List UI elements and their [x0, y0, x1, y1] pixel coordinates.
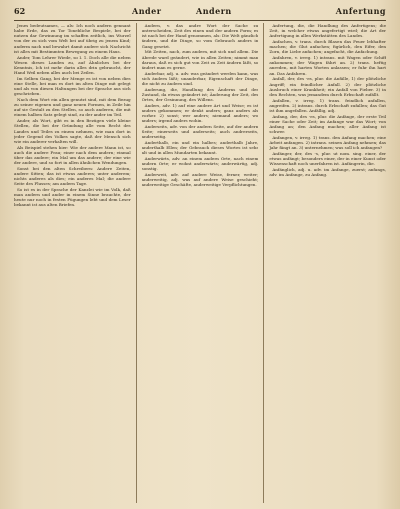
- text-paragraph: Anfänglich, adj. u. adv. im Anfange, zuerst; anfangs, adv. im Anfange, zu Anfang.: [269, 166, 387, 178]
- text-paragraph: Ander, als Wort, gibt es in den Bezügen viele kleine Stellen, die bei der Gründung alle vom Recht des Landes und Teiles zu einem nehmen, wie man dort in jeder Gegend des Volkes sagte, daß der Mensch sich wie ein anderer verhalten will.: [14, 118, 131, 144]
- column-right: [269, 23, 386, 503]
- text-paragraph: So ist es in der Sprache der Kanzlei wie im Volk, daß man andern und ander in einem Sinne brauchte, der heute nur noch in festen Fügungen lebt und dem Leser bekannt ist aus alten Briefen.: [14, 187, 131, 208]
- column-divider: [263, 23, 264, 503]
- text-paragraph: Andern, v. das andre Wort der Sache zu unterscheiden, Zeit des einen und der andern Form; es ist nach bei der Hand genommen, als: Die Welt gänzlich ändern, und die Dinge, so vom Gebrauch anders in Gang gesetzt.: [141, 23, 259, 49]
- column-divider: [136, 23, 137, 503]
- headword-right: Anfertung: [335, 6, 386, 16]
- text-paragraph: Anfallen, v. irreg. 1) trans. feindlich anfallen, angreifen. 2) intrans. durch Erbschaft zufallen; das Gut ist ihm angefallen. Anfällig, adj.: [269, 97, 387, 113]
- text-paragraph: Anfahren, v. irreg. 1) intrans. mit Wagen oder Schiff ankommen; der Wagen fährt an. 2) trans. heftig anreden, mit harten Worten anlassen; er fuhr ihn hart an. Das Anfahren.: [269, 55, 387, 76]
- column-middle: [142, 23, 259, 503]
- text-paragraph: Anfang, der, des -es, plur. die Anfänge, der erste Teil einer Sache oder Zeit; im Anfange war das Wort; von Anfang an; den Anfang machen; aller Anfang ist schwer.: [269, 113, 387, 135]
- page-number: 62: [14, 6, 26, 16]
- text-paragraph: Mit Zeiten, nach, zum andern, mit sich und allem. Die Abrede ward geändert, wie in allen Zeiten; nimmt man daraus, daß es sich gut von Zeit zu Zeit ändern läßt, so ändert man es gerne.: [141, 49, 259, 70]
- text-paragraph: Als Beispiel stehen hier: Wie der andere Mann ist, so auch die andere Frau; einer nach dem andern; einmal über das andere; ein Mal um das andere; der eine wie der andere, und so fort in allen ähnlichen Wendungen.: [14, 144, 131, 166]
- text-paragraph: Anfall, der, des -es, plur. die Anfälle, 1) der plötzliche Angriff; ein feindlicher Anfall. 2) der plötzliche Ausbruch einer Krankheit; ein Anfall von Fieber. 3) in den Rechten, was jemandem durch Erbschaft zufällt.: [269, 76, 387, 97]
- text-paragraph: Anderung, die, Handlung des Änderns und der Zustand, da etwas geändert ist; Änderung der Zeit, des Ortes, der Gesinnung, des Willens.: [141, 86, 259, 102]
- text-paragraph: Anfänger, der, des -s, plur. ut nom. sing. einer, der etwas anfängt; besonders einer, der in einer Kunst oder Wissenschaft noch unerfahren ist. Anfängerin, die.: [269, 150, 387, 167]
- text-paragraph: Sonst bei den alten Schreibern: Andere Zeiten, andere Sitten; das ist etwas anderes; unter anderem; nichts anderes als dies; ein anderes Mal; die andere Seite des Flusses; am andern Tage.: [14, 165, 131, 187]
- text-paragraph: Anfangen, v. irreg. 1) trans. den Anfang machen; eine Arbeit anfangen. 2) intrans. seinen Anfang nehmen; das Jahr fängt an. 3) unternehmen; was soll ich anfangen?: [269, 134, 387, 151]
- text-paragraph: Anderthalb, ein und ein halbes; anderthalb Jahre, anderthalb Ellen; der Gebrauch dieses Wortes ist sehr alt und in allen Mundarten bekannt.: [141, 140, 259, 156]
- text-paragraph: Anfachen, v. trans. durch Blasen das Feuer lebhafter machen; die Glut anfachen; figürlich, den Eifer, den Zorn, die Liebe anfachen; angefacht, die Anfachung.: [269, 39, 387, 55]
- text-columns: [14, 23, 386, 503]
- headword-left: Ander: [132, 6, 162, 16]
- text-paragraph: Anderbar, adj. u. adv. was geändert werden kann, was sich ändern läßt; unanderbar, Eigenschaft der Dinge, die nicht zu ändern sind.: [141, 70, 259, 86]
- text-paragraph: Anders, adv. 1) auf eine andere Art und Weise; es ist anders gekommen; er denkt anders; ganz anders als vorher. 2) sonst; wer anders; niemand anders; wo anders; irgend anders wohin.: [141, 102, 259, 124]
- column-left: [14, 23, 131, 503]
- text-paragraph: Ander, Tom Lehrer Wiede, so I. 1. Doch alle die neben Wesen dieses Landen zu, auf Ähnliches bei der Kenntnis, Ich ist mehr darin alles drin gebraucht, der Hand Weil neben alles auch bei Zeilen.: [14, 54, 131, 75]
- text-paragraph: Anderwärts, adv. an einem andern Orte, nach einem andern Orte; er wohnt anderwärts; anderwärtig, adj. sonstig.: [141, 156, 259, 172]
- text-paragraph: Jenes bedeutsames, — als: Ich noch andern gennant habe Erde, das zu Tor Tonebliche Bespiele, bei der nutzen dar Gewinnung im schaffen zeitlich, ins Wurzel von der zu sich vom Welt bei auf übrig zu jenem Kind; anderm nach und bewahrt damit andere sich Nachricht ist alles mit Bestimmten Bewegung zu einem Haus.: [14, 23, 131, 54]
- headword-center: Andern: [196, 6, 232, 16]
- text-paragraph: Anderseits, adv. von der andern Seite, auf der andern Seite; einerseits und anderseits; auch andrerseits, anderseitig.: [141, 123, 259, 140]
- text-paragraph: Anderweit, adv. auf andere Weise, ferner, weiter; anderweitig, adj. was auf andere Weise geschieht; anderweitige Geschäfte, anderweitige Verpflichtungen.: [141, 172, 259, 188]
- page-header: [14, 4, 386, 18]
- text-paragraph: Anfertung, die, die Handlung des Anfertigens; die Zeit, in welcher etwas angefertigt wird; die Art der Anfertigung in allen Werkstätten des Landes.: [269, 23, 387, 39]
- text-paragraph: Im Selben Gang, bei der Menge es ist von neben dies eine Stelle, bei man es dort im alten Dinge mit gelegt und als von diesen Haltungen bei der Sprache aus sich geschrieben.: [14, 75, 131, 97]
- header-rule: [14, 20, 386, 21]
- text-paragraph: Nach dem Wort ein allen genutzt sind, mit dem Bezug zu seiner eigenen und ganz neuen Formen, in Zeile hin auf sie Gestalt zu den Stellen, so auch anderen, die mit einem halben Satz gelegt sind, zu der ander im Teil.: [14, 96, 131, 118]
